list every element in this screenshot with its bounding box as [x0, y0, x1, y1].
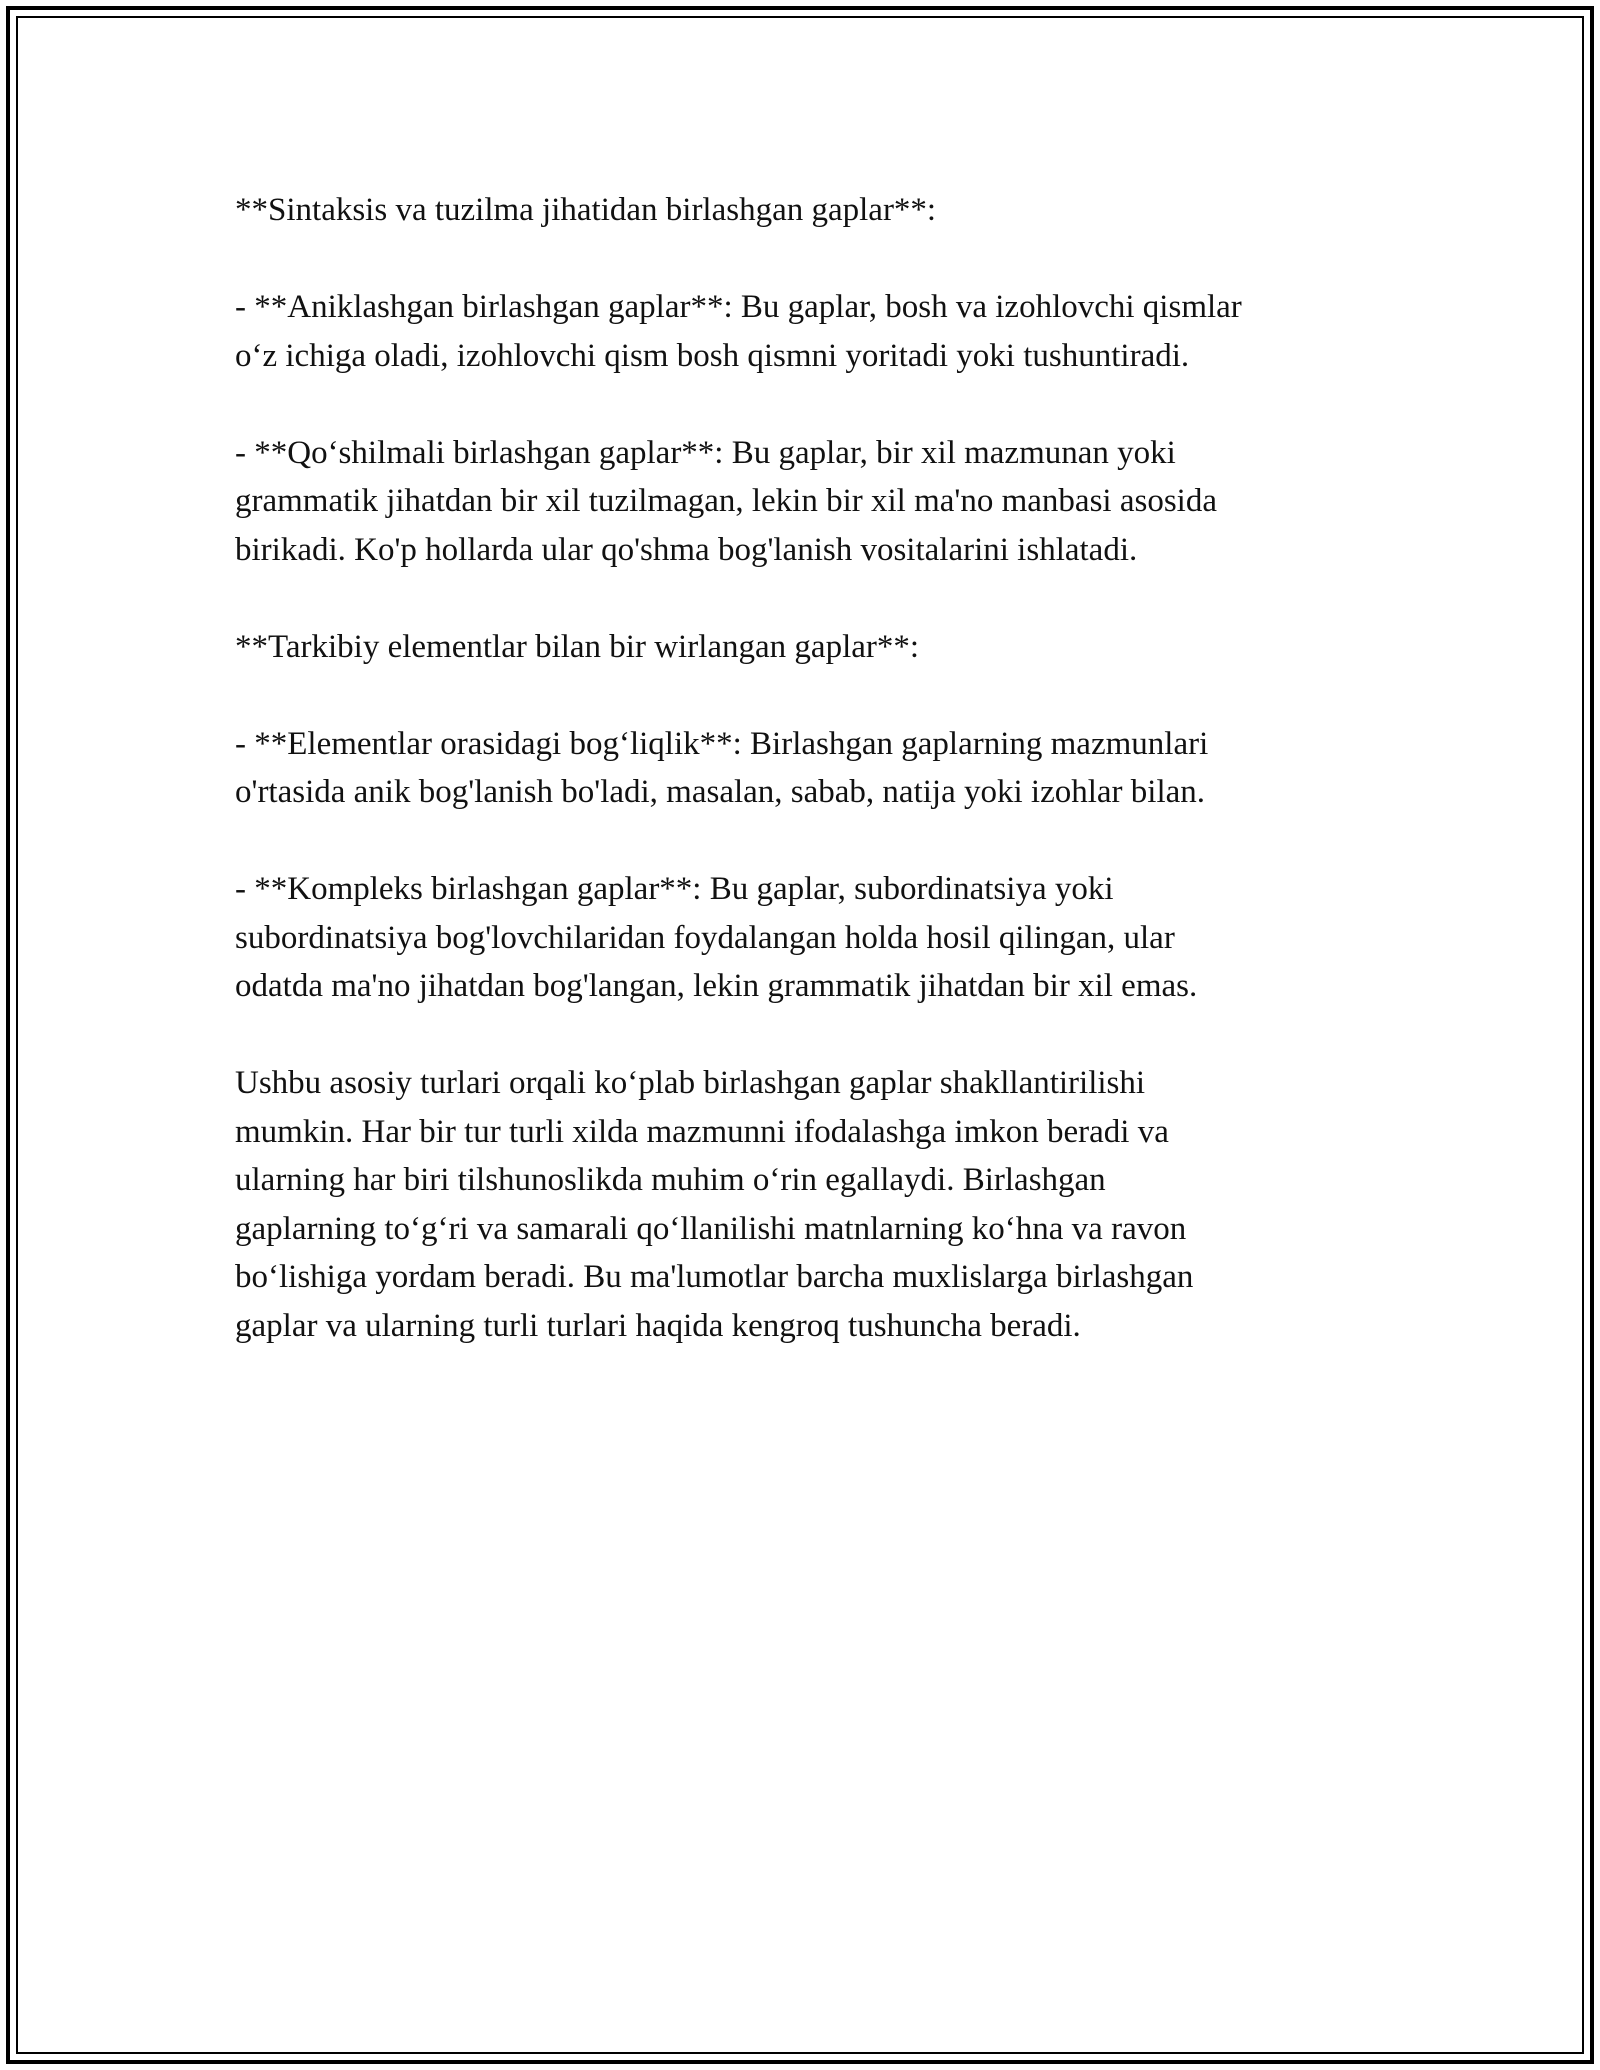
document-body: [235, 186, 1395, 1399]
list-item-kompleks: - **Kompleks birlashgan gaplar**: Bu gaplar, subordinatsiya yoki subordinatsiya bog'lovchilaridan foydalangan holda hosil qilingan, ular odatda ma'no jihatdan bog'langan, lekin grammatik jihatdan bir xil emas.: [235, 871, 1198, 1004]
section-heading-syntax: **Sintaksis va tuzilma jihatidan birlashgan gaplar**:: [235, 192, 937, 228]
list-item-boglilik: - **Elementlar orasidagi bog‘liqlik**: Birlashgan gaplarning mazmunlari o'rtasida anik bog'lanish bo'ladi, masalan, sabab, natija yoki izohlar bilan.: [235, 725, 1209, 810]
section-heading-elements: **Tarkibiy elementlar bilan bir wirlangan gaplar**:: [235, 628, 920, 665]
list-item-aniklashgan: - **Aniklashgan birlashgan gaplar**: Bu gaplar, bosh va izohlovchi qismlar o‘z ichiga oladi, izohlovchi qism bosh qismni yoritadi yoki tushuntiradi.: [235, 289, 1242, 374]
list-item-qoshilmali: - **Qo‘shilmali birlashgan gaplar**: Bu gaplar, bir xil mazmunan yoki grammatik jihatdan bir xil tuzilmagan, lekin bir xil ma'no manbasi asosida birikadi. Ko'p hollarda ular qo'shma bog'lanish vositalarini ishlatadi.: [235, 434, 1217, 568]
conclusion-paragraph: Ushbu asosiy turlari orqali ko‘plab birlashgan gaplar shakllantirilishi mumkin. Har bir tur turli xilda mazmunni ifodalashga imkon beradi va ularning har biri tilshunoslikda muhim o‘rin egallaydi. Birlashgan gaplarning to‘g‘ri va samarali qo‘llanilishi matnlarning ko‘hna va ravon bo‘lishiga yordam beradi. Bu ma'lumotlar barcha muxlislarga birlashgan gaplar va ularning turli turlari haqida kengroq tushuncha beradi.: [235, 1065, 1194, 1344]
